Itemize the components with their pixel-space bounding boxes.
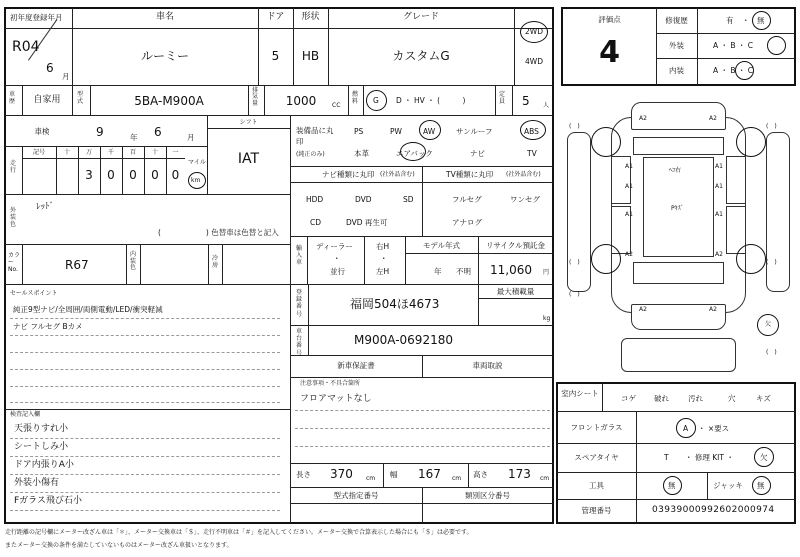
mileage-unit-km: km [191,177,201,184]
paren-4: ( ) [766,259,777,266]
left-side-view [567,132,591,292]
class-number-label: 類別区分番号 [465,491,510,500]
type-designation-label: 型式指定番号 [333,491,379,500]
windshield-x: ・ ×要ス [698,424,730,433]
door-count: 5 [271,49,280,63]
exterior-c-circle [767,36,786,55]
registration-value: 福岡504ほ4673 [350,297,440,311]
footer-line2: またメーター交換の条件を満たしていないものはメーター改ざん車扱いとなります。 [5,542,233,549]
import-dot2: ・ [380,254,388,263]
fuel-g: G [373,96,379,105]
recycle-yen: 円 [543,269,550,276]
car-name: ルーミー [140,49,189,63]
paren-3: ( ) [569,259,580,266]
recycle-value: 11,060 [490,263,532,277]
sheet-hole[interactable]: 穴 [728,394,736,403]
width-unit: cm [452,475,462,482]
mark-a1-6: A1 [715,211,723,218]
height-value: 173 [508,467,531,481]
navi-type-sub: (社外品含む) [380,171,415,178]
sheet-burn[interactable]: コゲ [621,394,636,403]
mark-a2-3: A2 [625,251,633,258]
capacity-value: 5 [522,94,530,108]
equipment-sub: (純正のみ) [296,151,325,158]
notes-label: 注意事項・不具合箇所 [300,380,361,387]
capacity-unit: 人 [543,102,550,109]
shift-value: IAT [237,151,260,167]
cc-unit: CC [332,102,341,109]
sales-points-label: セールスポイント [10,290,58,297]
inspection-month: 6 [154,125,162,139]
mark-a1-5: A1 [715,183,723,190]
model-year-unit: 年 [434,267,442,276]
windshield [633,137,724,155]
equip-abs[interactable]: ABS [524,127,539,136]
sales-point-line2: ナビ フルセグ Bカメ [13,322,83,331]
mark-a2-1: A2 [639,115,647,122]
mileage-col-10k: 万 [85,149,92,156]
spare-kit: ・ 修理 KIT ・ [685,453,734,462]
import-rh[interactable]: 右H [376,242,390,251]
footer-line1: 走行距離の記号欄にメーター改ざん車は「＊」、メーター交換車は「＄」、走行不明車は「＃」を記入してください。メーター交換で合算表示した場合にも「＄」は必要です。 [5,529,473,536]
navi-hdd[interactable]: HDD [306,195,324,204]
right-side-view [766,132,790,292]
windshield-a: A [683,424,689,433]
fuel-label: 燃料 [352,91,359,105]
model-year-label: モデル年式 [422,241,461,250]
mileage-col-symbol: 記号 [32,149,45,156]
inspector-item-4: 外装小傷有 [14,478,60,488]
mileage-col-1: 一 [172,149,179,156]
jack-value: 無 [757,481,765,490]
color-no-value: R67 [65,258,89,272]
inspection-year: 9 [96,125,104,139]
mgmt-label: 管理番号 [581,506,612,515]
wheel-front-right [736,127,766,157]
mark-a2-2: A2 [709,115,717,122]
grade-label: グレード [402,12,439,22]
first-reg-label: 初年度登録年月 [10,13,63,22]
inspector-label: 検査記入欄 [10,411,41,418]
paren-6: ( ) [766,349,777,356]
navi-cd[interactable]: CD [310,218,322,227]
mileage-col-10: 十 [151,149,158,156]
inspector-item-3: ドア内張りA小 [14,460,74,470]
shift-label: シフト [239,119,258,126]
mileage-digit-10k: 3 [85,168,93,182]
car-name-label: 車名 [155,12,174,22]
import-dealer[interactable]: ディーラー [316,242,353,251]
rear-view [621,338,736,372]
inspector-item-5: Fガラス飛び石小 [14,496,82,506]
width-value: 167 [418,467,441,481]
tv-analog[interactable]: アナログ [452,218,482,227]
chassis-value: M900A-0692180 [354,333,453,347]
door-label: ドア [266,12,285,22]
tools-value: 無 [668,481,676,490]
mileage-col-100: 百 [129,149,136,156]
sales-point-line1: 純正9型ナビ/全周囲/両側電動/LED/衝突軽減 [13,305,163,314]
mark-a1-2: A1 [625,183,633,190]
warranty-doc[interactable]: 新車保証書 [337,361,375,370]
exterior-label: 外装 [669,41,684,50]
navi-sd[interactable]: SD [403,195,414,204]
equip-pw[interactable]: PW [390,127,402,136]
sheet-stain[interactable]: 汚れ [688,394,703,403]
interior-b-circle [735,61,754,80]
manual-doc[interactable]: 車両取説 [472,361,503,370]
equipment-label: 装備品に丸印 [296,126,334,146]
score-label: 評価点 [598,15,621,24]
inspection-label: 車検 [34,127,50,136]
mark-a1-4: A1 [715,163,723,170]
navi-dvd-play[interactable]: DVD 再生可 [346,218,388,227]
inspector-item-2: シートしみ小 [14,442,69,452]
capacity-label: 定員 [499,91,506,105]
max-load-label: 最大積載量 [496,287,535,296]
mileage-digit-100: 0 [129,168,137,182]
tv-type-label: TV種類に丸印 [446,170,494,179]
mark-a2-5: A2 [639,306,647,313]
mileage-col-100k: 十 [63,149,70,156]
navi-type-label: ナビ種類に丸印 [322,170,375,179]
length-unit: cm [366,475,376,482]
rear-glass [633,262,724,284]
equip-ps[interactable]: PS [354,127,364,136]
vehicle-type-label: 車歴 [9,91,16,105]
mileage-col-1k: 千 [107,149,114,156]
import-dot1: ・ [333,254,341,263]
fuel-options: D ・ HV ・ ( ) [396,96,466,105]
mileage-digit-10: 0 [151,168,159,182]
drive-2wd: 2WD [525,27,543,36]
equip-airbag[interactable]: エアバック [396,149,433,158]
mgmt-value: 03939000992602000974 [652,505,775,515]
displacement-value: 1000 [285,94,317,108]
max-load-kg: kg [543,315,551,322]
tv-type-sub: (社外品含む) [506,171,541,178]
inspection-year-unit: 年 [130,133,138,142]
navi-dvd[interactable]: DVD [355,195,372,204]
inspection-month-unit: 月 [187,133,195,142]
repair-no: 無 [757,16,765,25]
drive-4wd: 4WD [525,57,543,66]
wheel-rear-right [736,244,766,274]
interior-options: A ・ B ・ C [713,66,754,75]
first-reg-month: 6 [46,61,54,75]
mileage-unit-mile: マイル [188,159,206,166]
equip-tv[interactable]: TV [527,149,537,158]
width-label: 幅 [390,470,398,479]
spare-tire-label: スペアタイヤ [574,453,619,462]
exterior-options: A ・ B ・ C [713,41,754,50]
sheet-scratch[interactable]: キズ [756,394,771,403]
displacement-label: 排気量 [252,87,259,107]
mileage-digit-1: 0 [171,168,180,182]
registration-label: 登録番号 [296,289,303,318]
first-reg-month-unit: 月 [62,72,70,81]
ac-label: 冷房 [212,255,219,269]
color-no-label: カラーNo. [8,252,21,274]
first-reg-era: R04 [12,39,40,55]
paren-2: ( ) [766,123,777,130]
length-value: 370 [330,467,353,481]
spare-t: T [664,453,669,462]
mark-a1-3: A1 [625,211,633,218]
shape-label: 形状 [301,12,320,22]
equip-leather[interactable]: 本革 [354,149,369,158]
color-label: 外装色 [10,207,17,229]
notes-value: フロアマットなし [300,394,372,404]
sheet-tear[interactable]: 破れ [654,394,669,403]
tools-label: 工具 [589,481,604,490]
body-shape: HB [301,49,320,63]
tv-oneseg[interactable]: ワンセグ [510,195,540,204]
color-note: ( ) 色替車は色替と記入 [158,228,279,237]
tv-fullseg[interactable]: フルセグ [452,195,482,204]
grade-value: カスタムG [392,49,450,63]
mileage-digit-1k: 0 [107,168,115,182]
right-front-door [726,156,746,204]
height-label: 高さ [473,470,488,479]
mark-dent-right: ﾍｺ右 [669,167,682,174]
equip-sunroof[interactable]: サンルーフ [456,127,493,136]
usage-value: 自家用 [33,95,61,105]
repair-sep: ・ [742,16,750,25]
equip-aw[interactable]: AW [423,127,436,136]
interior-sheet-label: 室内シート [561,389,599,398]
paren-5: ( ) [569,291,580,298]
interior-color-label: 内装色 [130,251,137,272]
mark-a2-6: A2 [709,306,717,313]
inspector-item-1: 天張りすれ小 [14,424,69,434]
import-label: 輸入車 [296,245,303,267]
model-value: 5BA-M900A [134,94,204,108]
score-value: 4 [599,35,620,70]
recycle-label: リサイクル預託金 [486,241,545,250]
model-year-unknown: 不明 [456,267,471,276]
model-label: 型式 [77,91,84,105]
height-unit: cm [540,475,550,482]
missing-mark: 欠 [765,321,772,328]
car-diagram [561,92,796,382]
import-parallel[interactable]: 並行 [330,267,345,276]
interior-label: 内装 [669,66,684,75]
length-label: 長さ [296,470,311,479]
wheel-rear-left [591,244,621,274]
mark-a1-1: A1 [625,163,633,170]
paren-1: ( ) [569,123,580,130]
chassis-label: 車台番号 [296,328,303,357]
repair-yes: 有 [726,16,734,25]
jack-label: ジャッキ [713,481,743,490]
repair-label: 修復歴 [665,16,688,25]
mark-a2-4: A2 [715,251,723,258]
color-value: ﾚｯﾄﾞ [36,202,55,212]
mark-scratch: Pｷｽﾞ [671,205,684,212]
import-lh[interactable]: 左H [376,267,390,276]
spare-missing: 欠 [760,453,768,462]
wheel-front-left [591,127,621,157]
equip-navi[interactable]: ナビ [470,149,485,158]
windshield-label: フロントガラス [570,423,623,432]
mileage-label: 走行 [10,160,17,175]
